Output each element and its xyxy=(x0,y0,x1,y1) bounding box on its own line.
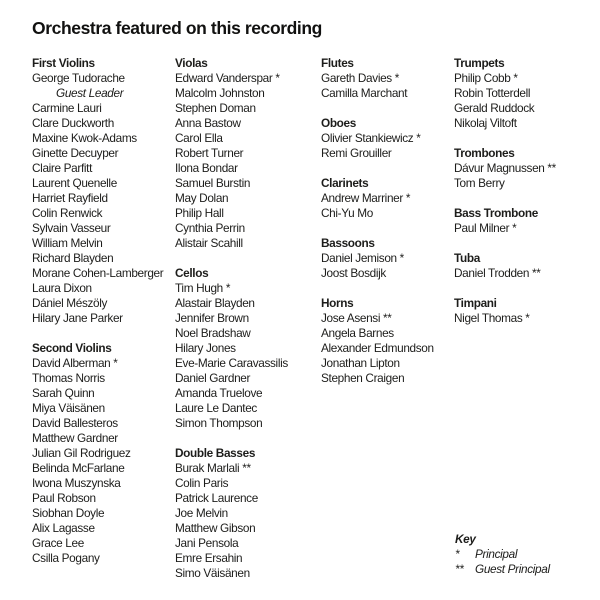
member-name: Simon Thompson xyxy=(175,416,263,430)
section-first-violins xyxy=(32,56,175,326)
member-name: Jose Asensi ** xyxy=(321,311,392,325)
member-name: Noel Bradshaw xyxy=(175,326,251,340)
member-name: Malcolm Johnston xyxy=(175,86,265,100)
member-name: Belinda McFarlane xyxy=(32,461,125,475)
member-name: Cynthia Perrin xyxy=(175,221,245,235)
member-name: Chi-Yu Mo xyxy=(321,206,373,220)
member-name: Dániel Mészöly xyxy=(32,296,108,310)
section-trumpets xyxy=(454,56,594,131)
member-name: Morane Cohen-Lamberger xyxy=(32,266,164,280)
member-name: Alix Lagasse xyxy=(32,521,95,535)
key-symbol-principal: * xyxy=(455,547,460,561)
member-name: Clare Duckworth xyxy=(32,116,114,130)
section-oboes xyxy=(321,116,454,161)
member-name: Stephen Craigen xyxy=(321,371,405,385)
member-name: Laura Dixon xyxy=(32,281,92,295)
member-name: Iwona Muszynska xyxy=(32,476,121,490)
member-name: Nigel Thomas * xyxy=(454,311,530,325)
member-name: Matthew Gardner xyxy=(32,431,118,445)
section-heading-flutes: Flutes xyxy=(321,56,354,70)
member-name: Miya Väisänen xyxy=(32,401,105,415)
member-name: Olivier Stankiewicz * xyxy=(321,131,421,145)
member-name: Julian Gil Rodriguez xyxy=(32,446,131,460)
key-legend-entry-guest-principal xyxy=(455,562,550,577)
member-name: David Alberman * xyxy=(32,356,118,370)
page-title: Orchestra featured on this recording xyxy=(32,18,322,38)
roster-column-violas-cellos-basses xyxy=(175,56,321,581)
section-heading-bassoons: Bassoons xyxy=(321,236,375,250)
member-name: Emre Ersahin xyxy=(175,551,243,565)
member-name: Dávur Magnussen ** xyxy=(454,161,556,175)
member-name: Alexander Edmundson xyxy=(321,341,434,355)
member-name: Csilla Pogany xyxy=(32,551,100,565)
key-label-guest-principal: Guest Principal xyxy=(475,562,550,576)
section-heading-violas: Violas xyxy=(175,56,208,70)
section-bassoons xyxy=(321,236,454,281)
member-name: Nikolaj Viltoft xyxy=(454,116,517,130)
key-legend xyxy=(455,532,550,577)
member-name: Siobhan Doyle xyxy=(32,506,105,520)
section-cellos xyxy=(175,266,321,431)
member-name: Burak Marlali ** xyxy=(175,461,251,475)
member-name: Simo Väisänen xyxy=(175,566,250,580)
member-name: Angela Barnes xyxy=(321,326,394,340)
member-name: Philip Cobb * xyxy=(454,71,518,85)
member-name: Alastair Blayden xyxy=(175,296,255,310)
member-name: Tom Berry xyxy=(454,176,505,190)
member-name: Samuel Burstin xyxy=(175,176,251,190)
member-name: Carmine Lauri xyxy=(32,101,102,115)
section-double-basses xyxy=(175,446,321,581)
section-horns xyxy=(321,296,454,386)
section-violas xyxy=(175,56,321,251)
member-name: Laurent Quenelle xyxy=(32,176,117,190)
key-legend-heading: Key xyxy=(455,532,476,546)
section-flutes xyxy=(321,56,454,101)
section-heading-double-basses: Double Basses xyxy=(175,446,256,460)
member-name: May Dolan xyxy=(175,191,229,205)
member-name: George Tudorache xyxy=(32,71,125,85)
member-name: Sylvain Vasseur xyxy=(32,221,111,235)
member-name: Maxine Kwok-Adams xyxy=(32,131,137,145)
member-name: Edward Vanderspar * xyxy=(175,71,280,85)
member-name: Harriet Rayfield xyxy=(32,191,108,205)
key-symbol-guest-principal: ** xyxy=(455,562,464,576)
roster-column-strings-violins xyxy=(32,56,175,566)
member-name: William Melvin xyxy=(32,236,103,250)
member-name: Anna Bastow xyxy=(175,116,241,130)
member-name: Jonathan Lipton xyxy=(321,356,400,370)
member-name: Gareth Davies * xyxy=(321,71,400,85)
member-name: Richard Blayden xyxy=(32,251,114,265)
section-heading-bass-trombone: Bass Trombone xyxy=(454,206,538,220)
member-name: Claire Parfitt xyxy=(32,161,93,175)
member-name: Tim Hugh * xyxy=(175,281,231,295)
member-name: Daniel Trodden ** xyxy=(454,266,541,280)
member-name: Patrick Laurence xyxy=(175,491,258,505)
member-name: Ginette Decuyper xyxy=(32,146,119,160)
member-name: Colin Renwick xyxy=(32,206,103,220)
key-label-principal: Principal xyxy=(475,547,518,561)
section-second-violins xyxy=(32,341,175,566)
section-timpani xyxy=(454,296,594,326)
member-name: Jani Pensola xyxy=(175,536,239,550)
member-name: Joost Bosdijk xyxy=(321,266,386,280)
section-heading-trumpets: Trumpets xyxy=(454,56,505,70)
member-name: Andrew Marriner * xyxy=(321,191,411,205)
member-name: Gerald Ruddock xyxy=(454,101,535,115)
member-name: Robert Turner xyxy=(175,146,244,160)
member-name: Joe Melvin xyxy=(175,506,228,520)
section-clarinets xyxy=(321,176,454,221)
member-name: Remi Grouiller xyxy=(321,146,392,160)
member-name: Paul Robson xyxy=(32,491,96,505)
member-name: Philip Hall xyxy=(175,206,224,220)
section-heading-second-violins: Second Violins xyxy=(32,341,112,355)
section-heading-cellos: Cellos xyxy=(175,266,209,280)
member-name: Alistair Scahill xyxy=(175,236,243,250)
member-name: Eve-Marie Caravassilis xyxy=(175,356,288,370)
roster-column-brass-percussion xyxy=(454,56,594,326)
member-name: Laure Le Dantec xyxy=(175,401,257,415)
section-heading-trombones: Trombones xyxy=(454,146,515,160)
member-name: Robin Totterdell xyxy=(454,86,531,100)
section-heading-tuba: Tuba xyxy=(454,251,480,265)
member-role-label: Guest Leader xyxy=(56,86,124,100)
member-name: Colin Paris xyxy=(175,476,229,490)
section-heading-horns: Horns xyxy=(321,296,354,310)
member-name: Carol Ella xyxy=(175,131,223,145)
section-bass-trombone xyxy=(454,206,594,236)
member-name: Paul Milner * xyxy=(454,221,517,235)
member-name: Daniel Gardner xyxy=(175,371,251,385)
section-tuba xyxy=(454,251,594,281)
section-heading-oboes: Oboes xyxy=(321,116,356,130)
member-name: Jennifer Brown xyxy=(175,311,249,325)
member-name: Hilary Jane Parker xyxy=(32,311,123,325)
member-name: Ilona Bondar xyxy=(175,161,238,175)
member-name: Daniel Jemison * xyxy=(321,251,404,265)
member-name: Stephen Doman xyxy=(175,101,256,115)
section-heading-first-violins: First Violins xyxy=(32,56,95,70)
member-name: Hilary Jones xyxy=(175,341,236,355)
section-trombones xyxy=(454,146,594,191)
member-name: David Ballesteros xyxy=(32,416,118,430)
member-name: Amanda Truelove xyxy=(175,386,263,400)
section-heading-clarinets: Clarinets xyxy=(321,176,369,190)
member-name: Thomas Norris xyxy=(32,371,105,385)
member-name: Matthew Gibson xyxy=(175,521,256,535)
roster-column-woodwind-horns xyxy=(321,56,454,386)
key-legend-entry-principal xyxy=(455,547,550,562)
section-heading-timpani: Timpani xyxy=(454,296,497,310)
member-name: Grace Lee xyxy=(32,536,84,550)
member-name: Sarah Quinn xyxy=(32,386,95,400)
member-name: Camilla Marchant xyxy=(321,86,408,100)
